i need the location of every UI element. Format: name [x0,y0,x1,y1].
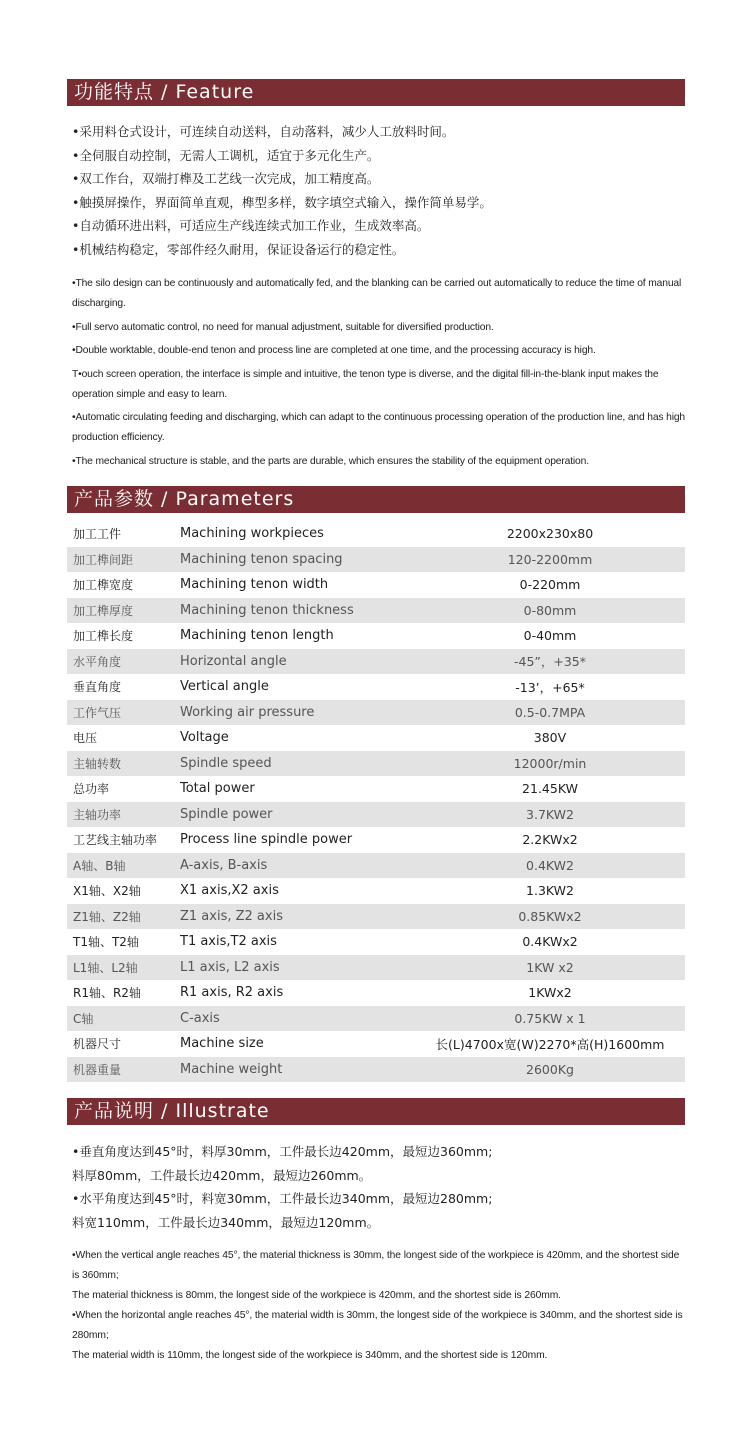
parameter-en-label: Voltage [180,730,229,746]
illustrate-en-line: •When the horizontal angle reaches 45°, the material width is 30mm, the longest side of the workpiece is 340mm, and the shortest side is 280mm; [72,1310,683,1341]
parameter-en-label: Vertical angle [180,679,269,695]
parameter-en-label: T1 axis,T2 axis [180,934,277,950]
illustrate-cn-line: 料宽110mm，工件最长边340mm，最短边120mm。 [72,1214,380,1230]
parameter-row [67,623,685,649]
feature-en-item: •Automatic circulating feeding and discharging, which can adapt to the continuous processing operation of the production line, and has high production efficiency. [72,412,685,443]
parameters-section-header: 产品参数 / Parameters [67,486,685,513]
illustrate-en-line: •When the vertical angle reaches 45°, the material thickness is 30mm, the longest side of the workpiece is 420mm, and the shortest side is 360mm; [72,1250,680,1281]
parameter-en-label: Spindle power [180,806,273,822]
parameter-cn-label: 加工工件 [73,527,122,542]
parameter-value: 1.3KW2 [526,883,574,899]
parameter-cn-label: X1轴、X2轴 [73,884,141,899]
parameter-row [67,776,685,802]
parameter-row [67,598,685,624]
illustrate-cn-block [72,1140,692,1234]
feature-section-header: 功能特点 / Feature [67,79,685,106]
parameter-row [67,700,685,726]
parameter-cn-label: Z1轴、Z2轴 [73,909,141,924]
parameter-value: -45”，+35* [513,654,587,670]
parameter-cn-label: 机器尺寸 [73,1037,122,1052]
parameter-row [67,929,685,955]
feature-cn-item: •自动循环进出料，可适应生产线连续式加工作业，生成效率高。 [72,218,430,233]
parameter-cn-label: C轴 [73,1011,94,1026]
parameter-value: 3.7KW2 [526,806,574,822]
feature-en-item: T•ouch screen operation, the interface is simple and intuitive, the tenon type is diverse, and the digital fill-in-the-blank input makes the operation simple and easy to learn. [72,368,659,400]
parameter-en-label: Machine size [180,1036,264,1052]
parameter-cn-label: 工艺线主轴功率 [73,833,158,848]
parameter-en-label: Process line spindle power [180,832,353,848]
parameter-cn-label: 工作气压 [73,705,122,720]
feature-en-item: •Full servo automatic control, no need for manual adjustment, suitable for diversified production. [72,321,494,333]
illustrate-cn-line: 料厚80mm，工件最长边420mm，最短边260mm。 [72,1167,372,1183]
parameter-row [67,853,685,879]
parameter-value: 0-220mm [519,577,581,593]
parameter-value: 0.75KW x 1 [514,1010,586,1026]
parameter-row [67,1006,685,1032]
parameter-cn-label: 垂直角度 [73,680,122,695]
illustrate-cn-line: •垂直角度达到45°时，料厚30mm，工件最长边420mm，最短边360mm; [72,1144,493,1159]
parameter-value: 21.45KW [522,781,578,797]
feature-cn-item: •采用料仓式设计，可连续自动送料，自动落料，减少人工放料时间。 [72,124,455,139]
feature-cn-item: •全伺服自动控制，无需人工调机，适宜于多元化生产。 [72,147,380,163]
parameter-cn-label: 电压 [73,731,98,746]
illustrate-section-header: 产品说明 / Illustrate [67,1098,685,1125]
parameter-en-label: Machining tenon spacing [180,551,343,567]
parameter-value: 2200x230x80 [506,526,594,542]
feature-en-item: •The silo design can be continuously and automatically fed, and the blanking can be carried out automatically to reduce the time of manual discharging. [72,278,682,309]
parameter-value: 长(L)4700x宽(W)2270*高(H)1600mm [435,1036,665,1052]
illustrate-en-line: The material thickness is 80mm, the longest side of the workpiece is 420mm, and the shortest side is 260mm. [72,1290,561,1301]
parameter-en-label: C-axis [180,1010,220,1026]
feature-cn-item: •机械结构稳定，零部件经久耐用，保证设备运行的稳定性。 [72,241,405,257]
parameter-row [67,649,685,675]
parameter-cn-label: A轴、B轴 [73,858,126,873]
parameter-en-label: Machine weight [180,1061,283,1077]
parameter-value: -13’，+65* [515,679,585,695]
parameter-value: 1KW x2 [526,959,574,975]
parameter-value: 0.5-0.7MPA [514,704,586,720]
feature-en-item: •The mechanical structure is stable, and the parts are durable, which ensures the stability of the equipment operation. [72,455,589,467]
feature-en-item: •Double worktable, double-end tenon and process line are completed at one time, and the processing accuracy is high. [72,345,596,356]
illustrate-en-line: The material width is 110mm, the longest side of the workpiece is 340mm, and the shortest side is 120mm. [72,1350,548,1361]
parameter-value: 0.85KWx2 [518,908,582,924]
parameter-cn-label: 机器重量 [73,1062,122,1077]
parameter-cn-label: 总功率 [73,782,110,797]
parameter-en-label: Z1 axis, Z2 axis [180,908,283,924]
parameter-row [67,572,685,598]
parameter-cn-label: 加工榫长度 [73,629,134,644]
parameter-row [67,521,685,547]
parameter-en-label: L1 axis, L2 axis [180,959,280,975]
parameter-cn-label: T1轴、T2轴 [73,935,139,950]
parameter-value: 2600Kg [526,1061,574,1077]
parameter-row [67,1057,685,1083]
parameters-table [67,521,685,1082]
parameter-value: 0.4KWx2 [522,934,578,950]
parameter-value: 1KWx2 [528,985,572,1001]
parameter-en-label: A-axis, B-axis [180,857,268,873]
feature-en-list [72,274,687,475]
parameter-en-label: R1 axis, R2 axis [180,985,284,1001]
parameter-row [67,802,685,828]
parameter-cn-label: 主轴转数 [73,756,122,771]
parameter-value: 0.4KW2 [526,857,574,873]
illustrate-en-block [72,1246,687,1366]
parameter-row [67,1031,685,1057]
parameter-en-label: Machining tenon width [180,577,329,593]
parameter-row [67,980,685,1006]
parameter-row [67,725,685,751]
parameter-cn-label: 加工榫厚度 [73,603,134,618]
parameter-value: 0-80mm [523,602,577,618]
feature-cn-list [72,120,692,261]
parameter-en-label: X1 axis,X2 axis [180,883,279,899]
parameter-value: 120-2200mm [507,551,593,567]
parameter-row [67,827,685,853]
illustrate-cn-line: •水平角度达到45°时，料宽30mm，工件最长边340mm，最短边280mm; [72,1191,493,1206]
parameter-value: 380V [533,730,567,746]
parameter-cn-label: 加工榫宽度 [73,578,134,593]
parameter-en-label: Spindle speed [180,755,272,771]
parameter-en-label: Horizontal angle [180,653,287,669]
parameter-cn-label: 水平角度 [73,654,122,669]
parameter-value: 12000r/min [513,755,587,771]
parameter-row [67,751,685,777]
parameter-cn-label: 主轴功率 [73,807,122,822]
parameter-value: 0-40mm [523,628,577,644]
parameter-cn-label: 加工榫间距 [73,552,134,567]
parameter-cn-label: R1轴、R2轴 [73,986,141,1001]
parameter-row [67,955,685,981]
parameter-row [67,904,685,930]
parameter-row [67,547,685,573]
parameter-cn-label: L1轴、L2轴 [73,960,138,975]
parameter-en-label: Machining tenon length [180,628,334,644]
parameter-en-label: Working air pressure [180,704,315,720]
parameter-en-label: Machining tenon thickness [180,602,354,618]
feature-cn-item: •双工作台，双端打榫及工艺线一次完成，加工精度高。 [72,171,380,186]
parameter-en-label: Machining workpieces [180,526,324,542]
parameter-row [67,878,685,904]
feature-cn-item: •触摸屏操作，界面简单直观，榫型多样，数字填空式输入，操作简单易学。 [72,194,492,210]
parameter-row [67,674,685,700]
parameter-en-label: Total power [180,781,255,797]
parameter-value: 2.2KWx2 [522,832,578,848]
